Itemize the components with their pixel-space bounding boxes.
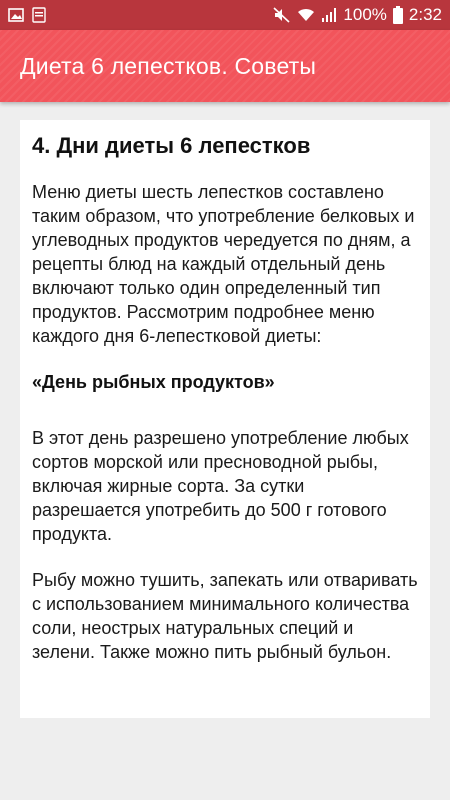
intro-paragraph: Меню диеты шесть лепестков составлено таким образом, что употребление белковых и углеводных продуктов чередуется по дням, а рецепты блюд на каждый отдельный день включают только один определенный тип продуктов. Рассмотрим подробнее меню каждого дня 6-лепестковой диеты:: [32, 182, 415, 346]
app-bar: [0, 30, 450, 102]
status-bar-left: [8, 7, 46, 23]
status-time: 2:32: [408, 5, 442, 24]
paragraph-2: Рыбу можно тушить, запекать или отваривать с использованием минимального количества соли, неострых натуральных специй и зелени. Также можно пить рыбный бульон.: [32, 570, 418, 662]
app-title: Диета 6 лепестков. Советы: [20, 52, 317, 79]
wifi-icon: [297, 7, 315, 23]
status-bar-right: [273, 5, 442, 25]
battery-percent: 100%: [343, 5, 387, 24]
mute-icon: [273, 7, 291, 23]
notification-icon: [32, 7, 46, 23]
battery-icon: [393, 6, 403, 24]
signal-icon: [321, 7, 337, 23]
section-title: 4. Дни диеты 6 лепестков: [32, 133, 311, 158]
gallery-icon: [8, 8, 24, 22]
article-card[interactable]: [20, 120, 430, 718]
paragraph-1: В этот день разрешено употребление любых сортов морской или пресноводной рыбы, включая жирные сорта. За сутки разрешается употребить до 500 г готового продукта.: [32, 428, 409, 544]
subheading: «День рыбных продуктов»: [32, 372, 275, 392]
status-bar: [0, 0, 450, 30]
